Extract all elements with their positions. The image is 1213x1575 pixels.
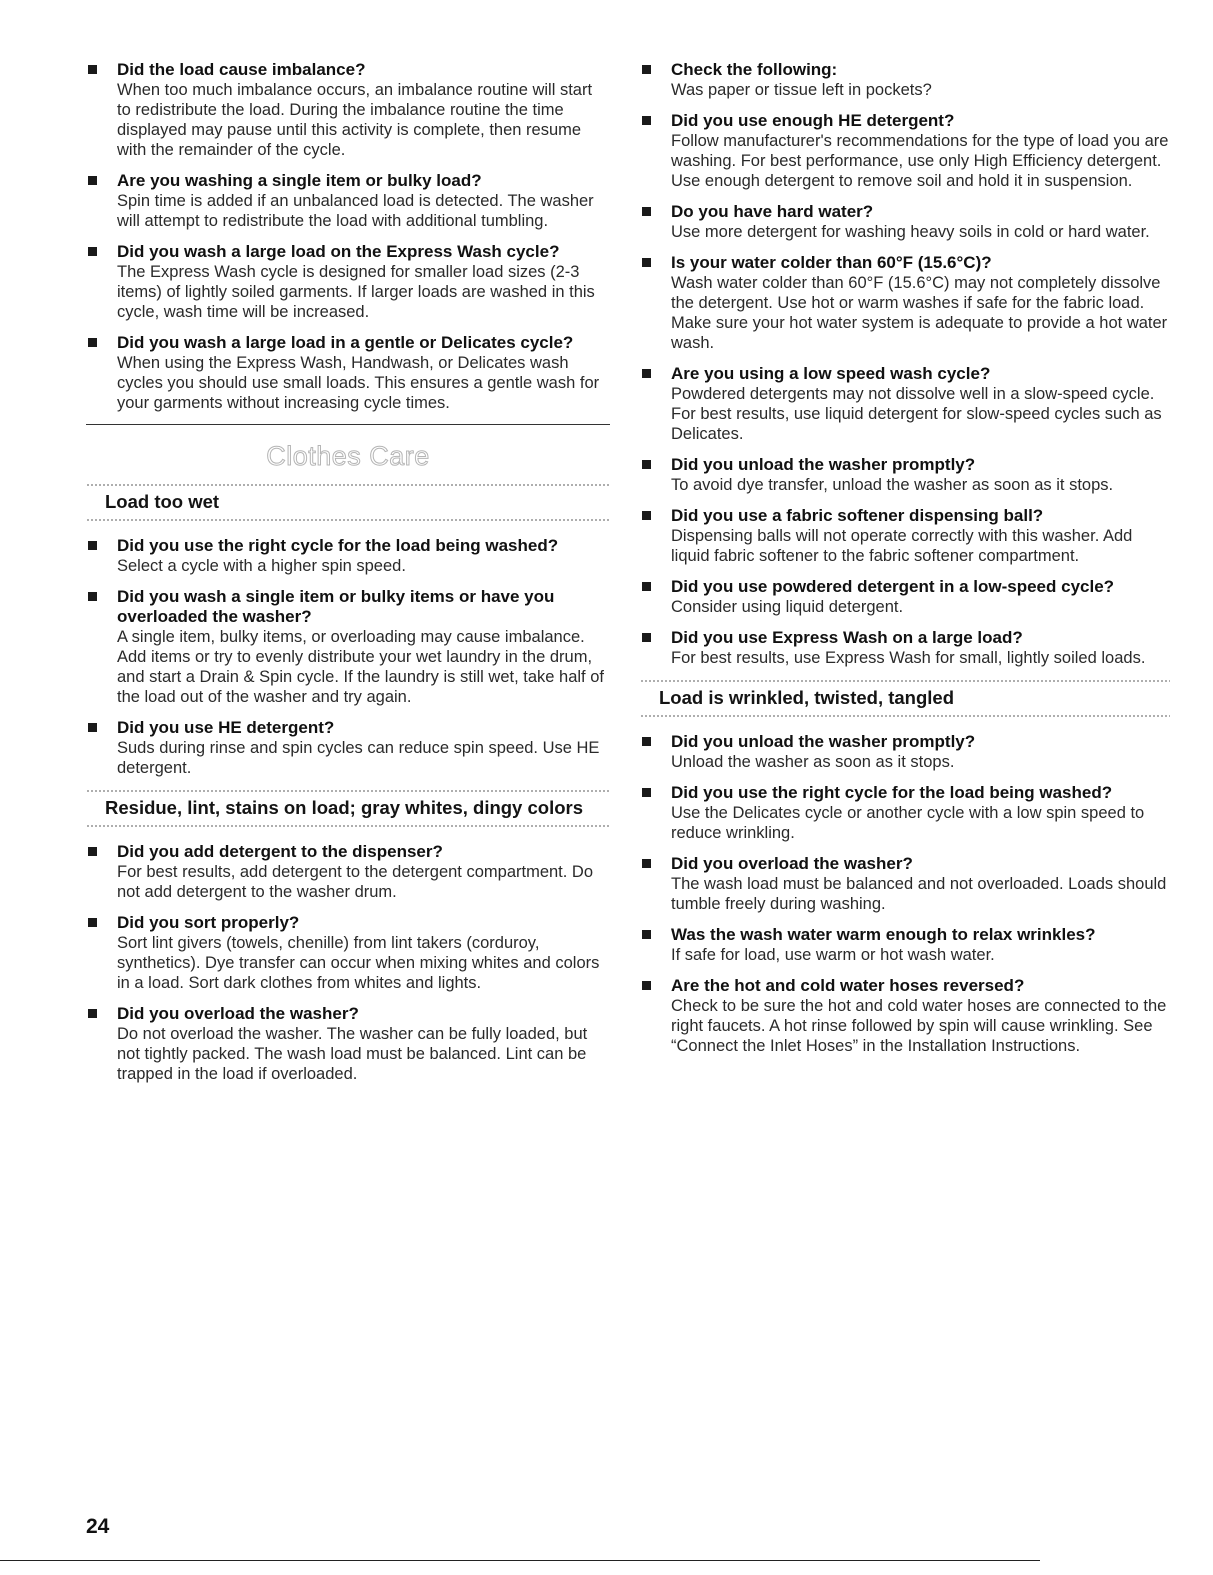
question: Do you have hard water? <box>671 202 874 221</box>
bullet-icon <box>642 981 651 990</box>
question: Did you use a fabric softener dispensing ball? <box>671 506 1044 525</box>
bullet-icon <box>642 65 651 74</box>
answer: Use more detergent for washing heavy soils in cold or hard water. <box>671 223 1150 241</box>
list-item <box>640 506 1170 566</box>
list-item <box>640 976 1170 1056</box>
answer: Follow manufacturer's recommendations for the type of load you are washing. For best performance, use only High Efficiency detergent. Use enough detergent to remove soil and hold it in suspension. <box>671 132 1169 190</box>
bullet-icon <box>642 788 651 797</box>
bullet-icon <box>642 930 651 939</box>
question: Did you wash a large load on the Express Wash cycle? <box>117 242 560 261</box>
load-too-wet-list <box>86 536 610 778</box>
answer: Select a cycle with a higher spin speed. <box>117 557 406 575</box>
residue-list <box>86 842 610 1084</box>
question: Did you overload the washer? <box>671 854 913 873</box>
list-item <box>86 242 610 322</box>
list-item <box>86 333 610 413</box>
dotted-divider <box>640 714 1170 718</box>
answer: Sort lint givers (towels, chenille) from lint takers (corduroy, synthetics). Dye transfer can occur when mixing whites and colors in a load. Sort dark clothes from whites and lights. <box>117 934 600 992</box>
bullet-icon <box>88 247 97 256</box>
question: Did you use powdered detergent in a low-speed cycle? <box>671 577 1115 596</box>
answer: Use the Delicates cycle or another cycle with a low spin speed to reduce wrinkling. <box>671 804 1145 842</box>
section-title: Load too wet <box>105 491 220 512</box>
list-item <box>640 202 1170 242</box>
bullet-icon <box>642 460 651 469</box>
footer-rule <box>0 1560 1040 1561</box>
bullet-icon <box>88 847 97 856</box>
list-item <box>640 455 1170 495</box>
dotted-divider <box>86 824 610 828</box>
list-item <box>640 577 1170 617</box>
bullet-icon <box>88 592 97 601</box>
question: Did you use the right cycle for the load being washed? <box>671 783 1113 802</box>
answer: If safe for load, use warm or hot wash water. <box>671 946 995 964</box>
bullet-icon <box>88 338 97 347</box>
question: Did you wash a large load in a gentle or Delicates cycle? <box>117 333 574 352</box>
answer: Wash water colder than 60°F (15.6°C) may not completely dissolve the detergent. Use hot or warm washes if safe for the fabric load. Make sure your hot water system is adequate to provide a hot water wash. <box>671 274 1168 352</box>
list-item <box>640 253 1170 353</box>
divider <box>86 424 610 425</box>
answer: Consider using liquid detergent. <box>671 598 904 616</box>
question: Did you use the right cycle for the load being washed? <box>117 536 559 555</box>
question: Are you using a low speed wash cycle? <box>671 364 991 383</box>
question: Did the load cause imbalance? <box>117 60 366 79</box>
question: Did you use HE detergent? <box>117 718 335 737</box>
question: Are you washing a single item or bulky load? <box>117 171 482 190</box>
answer: Spin time is added if an unbalanced load is detected. The washer will attempt to redistribute the load with additional tumbling. <box>117 192 594 230</box>
list-item <box>640 364 1170 444</box>
answer: To avoid dye transfer, unload the washer as soon as it stops. <box>671 476 1114 494</box>
bullet-icon <box>642 116 651 125</box>
answer: When too much imbalance occurs, an imbalance routine will start to redistribute the load. During the imbalance routine the time displayed may pause until this activity is complete, then resume with the remainder of the cycle. <box>117 81 593 159</box>
section-title: Load is wrinkled, twisted, tangled <box>659 687 955 708</box>
section-header-residue <box>86 789 610 828</box>
wrinkled-list <box>640 732 1170 1056</box>
imbalance-list <box>86 60 610 413</box>
answer: For best results, use Express Wash for small, lightly soiled loads. <box>671 649 1146 667</box>
section-header-wrinkled <box>640 679 1170 718</box>
bullet-icon <box>88 65 97 74</box>
dotted-divider <box>86 518 610 522</box>
answer: Check to be sure the hot and cold water hoses are connected to the right faucets. A hot rinse followed by spin will cause wrinkling. See “Connect the Inlet Hoses” in the Installation Instructions. <box>671 997 1167 1055</box>
list-item <box>86 1004 610 1084</box>
list-item <box>86 842 610 902</box>
list-item <box>86 171 610 231</box>
bullet-icon <box>88 541 97 550</box>
question: Is your water colder than 60°F (15.6°C)? <box>671 253 992 272</box>
list-item <box>640 783 1170 843</box>
list-item <box>640 111 1170 191</box>
list-item <box>86 536 610 576</box>
list-item <box>640 732 1170 772</box>
question: Did you overload the washer? <box>117 1004 359 1023</box>
answer: The Express Wash cycle is designed for smaller load sizes (2-3 items) of lightly soiled garments. If larger loads are washed in this cycle, wash time will be increased. <box>117 263 595 321</box>
question: Are the hot and cold water hoses reversed? <box>671 976 1025 995</box>
question: Did you unload the washer promptly? <box>671 732 976 751</box>
right-column <box>640 60 1170 1067</box>
question: Did you wash a single item or bulky items or have you overloaded the washer? <box>117 587 555 626</box>
list-item <box>86 718 610 778</box>
question: Did you use enough HE detergent? <box>671 111 955 130</box>
residue-continued-list <box>640 60 1170 668</box>
question: Did you unload the washer promptly? <box>671 455 976 474</box>
answer: A single item, bulky items, or overloading may cause imbalance. Add items or try to evenly distribute your wet laundry in the drum, and start a Drain & Spin cycle. If the laundry is still wet, take half of the load out of the washer and try again. <box>117 628 604 706</box>
list-item <box>86 60 610 160</box>
answer: For best results, add detergent to the detergent compartment. Do not add detergent to the washer drum. <box>117 863 594 901</box>
bullet-icon <box>642 582 651 591</box>
answer: The wash load must be balanced and not overloaded. Loads should tumble freely during washing. <box>671 875 1167 913</box>
question: Did you sort properly? <box>117 913 300 932</box>
bullet-icon <box>88 1009 97 1018</box>
list-item <box>640 60 1170 100</box>
answer: Dispensing balls will not operate correctly with this washer. Add liquid fabric softener to the fabric softener compartment. <box>671 527 1133 565</box>
list-item <box>640 854 1170 914</box>
section-title: Residue, lint, stains on load; gray whites, dingy colors <box>105 797 584 818</box>
answer: Unload the washer as soon as it stops. <box>671 753 955 771</box>
answer: Do not overload the washer. The washer can be fully loaded, but not tightly packed. The wash load must be balanced. Lint can be trapped in the load if overloaded. <box>117 1025 588 1083</box>
list-item <box>86 587 610 707</box>
section-header-load-too-wet <box>86 483 610 522</box>
page-number: 24 <box>86 1515 110 1538</box>
answer: When using the Express Wash, Handwash, or Delicates wash cycles you should use small loads. This ensures a gentle wash for your garments without increasing cycle times. <box>117 354 600 412</box>
bullet-icon <box>642 511 651 520</box>
question: Was the wash water warm enough to relax wrinkles? <box>671 925 1096 944</box>
answer: Powdered detergents may not dissolve well in a slow-speed cycle. For best results, use liquid detergent for slow-speed cycles such as Delicates. <box>671 385 1162 443</box>
bullet-icon <box>642 369 651 378</box>
answer: Suds during rinse and spin cycles can reduce spin speed. Use HE detergent. <box>117 739 600 777</box>
left-column <box>86 60 610 1095</box>
bullet-icon <box>642 258 651 267</box>
bullet-icon <box>642 207 651 216</box>
bullet-icon <box>642 859 651 868</box>
question: Check the following: <box>671 60 838 79</box>
bullet-icon <box>88 723 97 732</box>
question: Did you add detergent to the dispenser? <box>117 842 443 861</box>
question: Did you use Express Wash on a large load? <box>671 628 1023 647</box>
list-item <box>86 913 610 993</box>
bullet-icon <box>642 633 651 642</box>
section-banner: Clothes Care <box>266 441 430 471</box>
answer: Was paper or tissue left in pockets? <box>671 81 932 99</box>
list-item <box>640 628 1170 668</box>
bullet-icon <box>88 176 97 185</box>
bullet-icon <box>88 918 97 927</box>
list-item <box>640 925 1170 965</box>
bullet-icon <box>642 737 651 746</box>
